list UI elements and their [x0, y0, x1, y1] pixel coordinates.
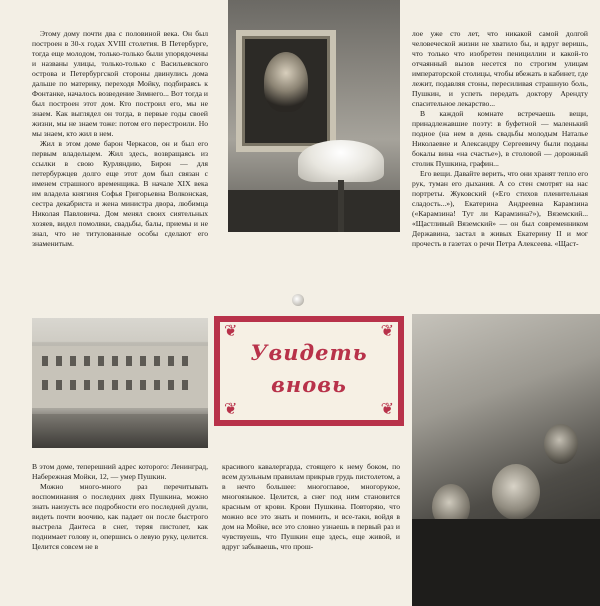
photo-pushkin-portrait	[228, 0, 400, 232]
paragraph: Жил в этом доме барон Черкасов, он и был его первым владельцем. Жил здесь, возвращаясь из ссылки в свою Курляндию, Бирон — для петербуржцев долго еще этот дом был связан с именем страшного временщика. В начале XIX века им владела княгиня Софья Григорьевна Волконская, сестра декабриста и жена министра двора, любимца Николая Павловича. Дом менял своих сиятельных хозяев, видел помолвки, свадьбы, балы, приемы и не знал, что не титулованные особы сделают его знаменитым.	[32, 139, 208, 248]
portrait-figure	[264, 52, 308, 112]
table-shadow	[228, 190, 400, 232]
pin-decoration	[292, 294, 304, 306]
title-block	[214, 316, 404, 426]
person-head	[544, 424, 578, 464]
paragraph: В каждой комнате встречаешь вещи, принадлежавшие поэту: в буфетной — маленький подное (на нем в день свадьбы молодым Наталье Николаевне и Александру Сергеевичу были поданы бокалы вина «на счастье»), в столовой — дорожный столик Пушкина, графин...	[412, 109, 588, 168]
embankment-water	[32, 414, 208, 448]
photo-moika-building	[32, 318, 208, 448]
lamp-stem	[338, 180, 344, 232]
article-column-1	[32, 29, 208, 309]
title-line-2: вновь	[271, 372, 347, 397]
paragraph: лое уже сто лет, что никакой самой долгой человеческой жизни не хватило бы, и вдруг веришь, что только что изобретен пенициллин и какой-то отчаянный вызов несется по строгим улицам императорской столицы, чтобы вбежать в кабинет, где лежит, подавляя стоны, пересиливая страшную боль, Пушкин, и успеть передать доктору Арендту спасительное лекарство...	[412, 29, 588, 108]
crowd-bodies	[412, 519, 600, 606]
ornament-icon: ❦	[380, 323, 394, 340]
photo-crowd	[412, 314, 600, 606]
article-column-2	[412, 29, 588, 309]
paragraph: Его вещи. Давайте верить, что они хранят тепло его рук, туман его дыхания. А со стен смотрят на нас портреты. Жуковский («Его стихов пленительная сладость...»), Екатерина Андреевна Карамзина («Карамзина! Тут ли Карамзина?»), Вяземский... «Щастливый Вяземский» — он был современником Державина, застал в живых Екатерину II и мог прочесть в газетах о речи Петра Алексеева. «Щаст-	[412, 169, 588, 248]
lamp-shade	[298, 140, 384, 182]
paragraph: В этом доме, теперешний адрес которого: Ленинград, Набережная Мойки, 12, — умер Пушкин.	[32, 462, 208, 481]
ornament-icon: ❦	[224, 323, 238, 340]
picture-frame	[236, 30, 336, 152]
person-head	[492, 464, 540, 520]
title-inner	[219, 321, 399, 421]
article-column-4	[222, 462, 400, 602]
paragraph: Можно много-много раз перечитывать воспоминания о последних днях Пушкина, можно знать наизусть все подробности его последней дуэли, видеть почти воочию, как падает он после быстрого выстрела Дантеса в снег, теряя пистолет, как поднимает голову и, опершись о левую руку, целится. Целится совсем не в	[32, 482, 208, 551]
paragraph: Этому дому почти два с половиной века. Он был построен в 30-х годах XVIII столетия. В Петербурге, тогда еще молодом, только-только были упорядочены и названы улицы, только-только с Васильевского острова и Петербургской стороны двинулись дома дальше по материку, переходя Мойку, подбираясь к Фонтанке, началось возведение Зимнего... Вот тогда и был построен этот дом. Кто построил его, мы не знаем. Как выглядел он тогда, в первые годы своей жизни, мы не знаем тоже: потом его перестроили. Но мы знаем, кто жил в нем.	[32, 29, 208, 138]
ornament-icon: ❦	[224, 401, 238, 418]
title-line-1: Увидеть	[250, 340, 368, 365]
article-column-3	[32, 462, 208, 602]
ornament-icon: ❦	[380, 401, 394, 418]
paragraph: красивого кавалергарда, стоящего к нему боком, по всем дуэльным правилам прикрыв грудь пистолетом, а в нечто большее: многоглавое, многорукое, многоязыкое. Целится, а снег под ним становится красным от крови. Крови Пушкина. Повторяю, что можно все это знать и помнить, и все-таки, войдя в дом на Мойке, все это словно узнаешь в первый раз и чувствуешь, что Пушкин еще здесь, еще живой, и вдруг забываешь, что прош-	[222, 462, 400, 551]
building-facade	[32, 346, 208, 408]
